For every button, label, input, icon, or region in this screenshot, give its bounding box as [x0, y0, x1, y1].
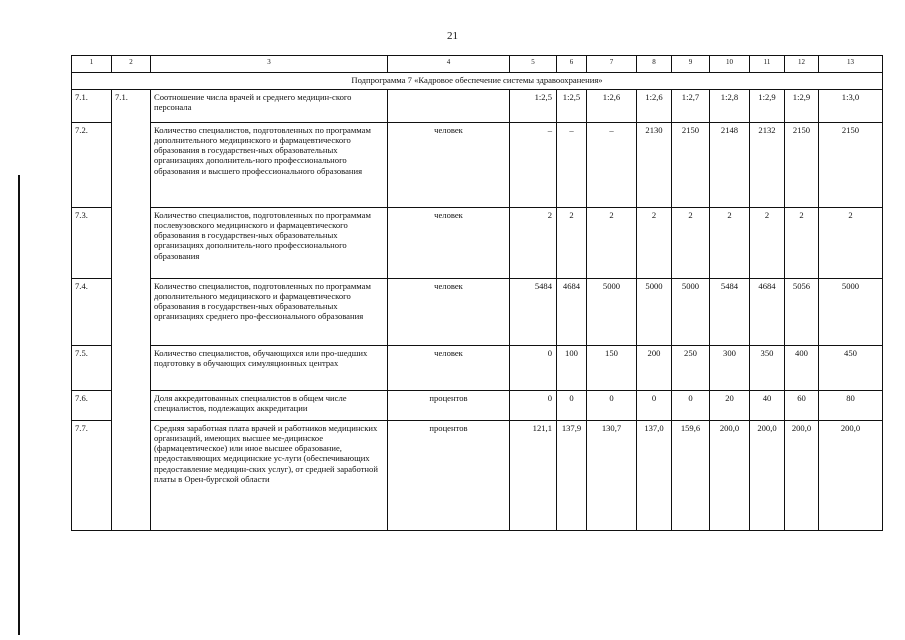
- indicator-value: –: [587, 123, 637, 208]
- indicator-value: 121,1: [510, 421, 557, 531]
- indicator-value: 20: [710, 391, 750, 421]
- indicator-value: 1:2,5: [557, 90, 587, 123]
- indicator-value: 2: [750, 208, 785, 279]
- indicator-value: 5000: [819, 279, 883, 346]
- indicator-value: 5000: [637, 279, 672, 346]
- indicator-value: 159,6: [672, 421, 710, 531]
- indicator-value: 150: [587, 346, 637, 391]
- indicator-value: 2: [819, 208, 883, 279]
- indicator-value: 80: [819, 391, 883, 421]
- unit-of-measure: человек: [388, 279, 510, 346]
- indicator-value: 4684: [557, 279, 587, 346]
- indicator-value: 2150: [819, 123, 883, 208]
- indicator-value: 137,0: [637, 421, 672, 531]
- row-number: 7.3.: [72, 208, 112, 279]
- indicator-value: 5484: [510, 279, 557, 346]
- table-row: [72, 279, 883, 346]
- group-code: 7.1.: [112, 90, 151, 531]
- indicator-value: 2: [785, 208, 819, 279]
- indicator-value: 2: [672, 208, 710, 279]
- indicator-value: 1:2,5: [510, 90, 557, 123]
- indicator-value: 1:2,6: [637, 90, 672, 123]
- indicator-value: –: [510, 123, 557, 208]
- indicator-value: 2150: [785, 123, 819, 208]
- indicator-description: Количество специалистов, подготовленных по программам дополнительного медицинского и фармацевтического образования в государствен-ных образовательных организациях среднего про-фессионального образования: [151, 279, 388, 346]
- column-header: 4: [388, 56, 510, 73]
- subprogram-title: Подпрограмма 7 «Кадровое обеспечение системы здравоохранения»: [72, 73, 883, 90]
- column-header: 1: [72, 56, 112, 73]
- indicator-value: 4684: [750, 279, 785, 346]
- indicator-description: Средняя заработная плата врачей и работников медицинских организаций, имеющих высшее ме-дицинское (фармацевтическое) или иное высшее образование, предоставляющих медицинские ус-луги (обеспечивающих предоставление медицин-ских услуг), от средней заработной платы в Орен-бургской области: [151, 421, 388, 531]
- indicator-value: 200,0: [710, 421, 750, 531]
- row-number: 7.2.: [72, 123, 112, 208]
- indicator-description: Соотношение числа врачей и среднего медицин-ского персонала: [151, 90, 388, 123]
- table-row: [72, 90, 883, 123]
- column-header: 9: [672, 56, 710, 73]
- indicator-value: 137,9: [557, 421, 587, 531]
- row-number: 7.7.: [72, 421, 112, 531]
- indicator-value: 60: [785, 391, 819, 421]
- indicator-value: 0: [587, 391, 637, 421]
- unit-of-measure: человек: [388, 346, 510, 391]
- indicator-description: Количество специалистов, подготовленных по программам дополнительного медицинского и фармацевтического образования в государствен-ных образовательных организациях дополнитель-ного профессионального образования и высшего профессионального образования: [151, 123, 388, 208]
- indicator-value: 300: [710, 346, 750, 391]
- column-header: 8: [637, 56, 672, 73]
- indicator-value: 130,7: [587, 421, 637, 531]
- indicator-value: 100: [557, 346, 587, 391]
- indicator-description: Доля аккредитованных специалистов в общем числе специалистов, подлежащих аккредитации: [151, 391, 388, 421]
- indicator-value: 1:2,7: [672, 90, 710, 123]
- indicator-value: 5056: [785, 279, 819, 346]
- indicator-value: 5484: [710, 279, 750, 346]
- table-row: [72, 123, 883, 208]
- indicator-value: 40: [750, 391, 785, 421]
- row-number: 7.5.: [72, 346, 112, 391]
- row-number: 7.4.: [72, 279, 112, 346]
- unit-of-measure: процентов: [388, 391, 510, 421]
- table-row: [72, 421, 883, 531]
- column-header: 6: [557, 56, 587, 73]
- indicator-value: 1:2,9: [750, 90, 785, 123]
- unit-of-measure: процентов: [388, 421, 510, 531]
- indicator-value: 0: [637, 391, 672, 421]
- indicator-value: 5000: [587, 279, 637, 346]
- indicator-description: Количество специалистов, подготовленных по программам послевузовского медицинского и фармацевтического образования в государствен-ных образовательных организациях дополнитель-ного профессионального образования: [151, 208, 388, 279]
- indicator-value: 0: [510, 346, 557, 391]
- column-header: 2: [112, 56, 151, 73]
- indicator-value: 2132: [750, 123, 785, 208]
- indicator-value: 0: [672, 391, 710, 421]
- column-header: 13: [819, 56, 883, 73]
- indicator-value: 0: [510, 391, 557, 421]
- indicator-value: 2: [510, 208, 557, 279]
- column-header: 3: [151, 56, 388, 73]
- subprogram-row: [72, 73, 883, 90]
- unit-of-measure: человек: [388, 208, 510, 279]
- column-header: 5: [510, 56, 557, 73]
- unit-of-measure: человек: [388, 123, 510, 208]
- indicator-value: 400: [785, 346, 819, 391]
- indicator-value: 450: [819, 346, 883, 391]
- indicator-value: 200,0: [819, 421, 883, 531]
- indicator-value: 350: [750, 346, 785, 391]
- column-header: 10: [710, 56, 750, 73]
- unit-of-measure: [388, 90, 510, 123]
- indicator-value: 1:2,6: [587, 90, 637, 123]
- page-number: 21: [447, 30, 458, 42]
- row-number: 7.1.: [72, 90, 112, 123]
- indicator-value: 0: [557, 391, 587, 421]
- table-row: [72, 346, 883, 391]
- indicator-value: 2148: [710, 123, 750, 208]
- indicator-table: [71, 55, 883, 531]
- indicator-value: 2150: [672, 123, 710, 208]
- column-header: 11: [750, 56, 785, 73]
- indicator-value: 2: [587, 208, 637, 279]
- indicator-value: 1:3,0: [819, 90, 883, 123]
- table-row: [72, 208, 883, 279]
- indicator-value: 1:2,9: [785, 90, 819, 123]
- table-row: [72, 391, 883, 421]
- indicator-value: 200: [637, 346, 672, 391]
- indicator-value: 5000: [672, 279, 710, 346]
- indicator-value: 1:2,8: [710, 90, 750, 123]
- indicator-value: 2130: [637, 123, 672, 208]
- indicator-value: 2: [637, 208, 672, 279]
- indicator-value: 200,0: [785, 421, 819, 531]
- row-number: 7.6.: [72, 391, 112, 421]
- indicator-value: 2: [557, 208, 587, 279]
- indicator-value: 200,0: [750, 421, 785, 531]
- indicator-description: Количество специалистов, обучающихся или про-шедших подготовку в обучающих симуляционных центрах: [151, 346, 388, 391]
- column-header: 7: [587, 56, 637, 73]
- indicator-value: 250: [672, 346, 710, 391]
- column-header: 12: [785, 56, 819, 73]
- indicator-value: 2: [710, 208, 750, 279]
- column-header-row: [72, 56, 883, 73]
- scan-edge-line: [18, 175, 20, 635]
- indicator-value: –: [557, 123, 587, 208]
